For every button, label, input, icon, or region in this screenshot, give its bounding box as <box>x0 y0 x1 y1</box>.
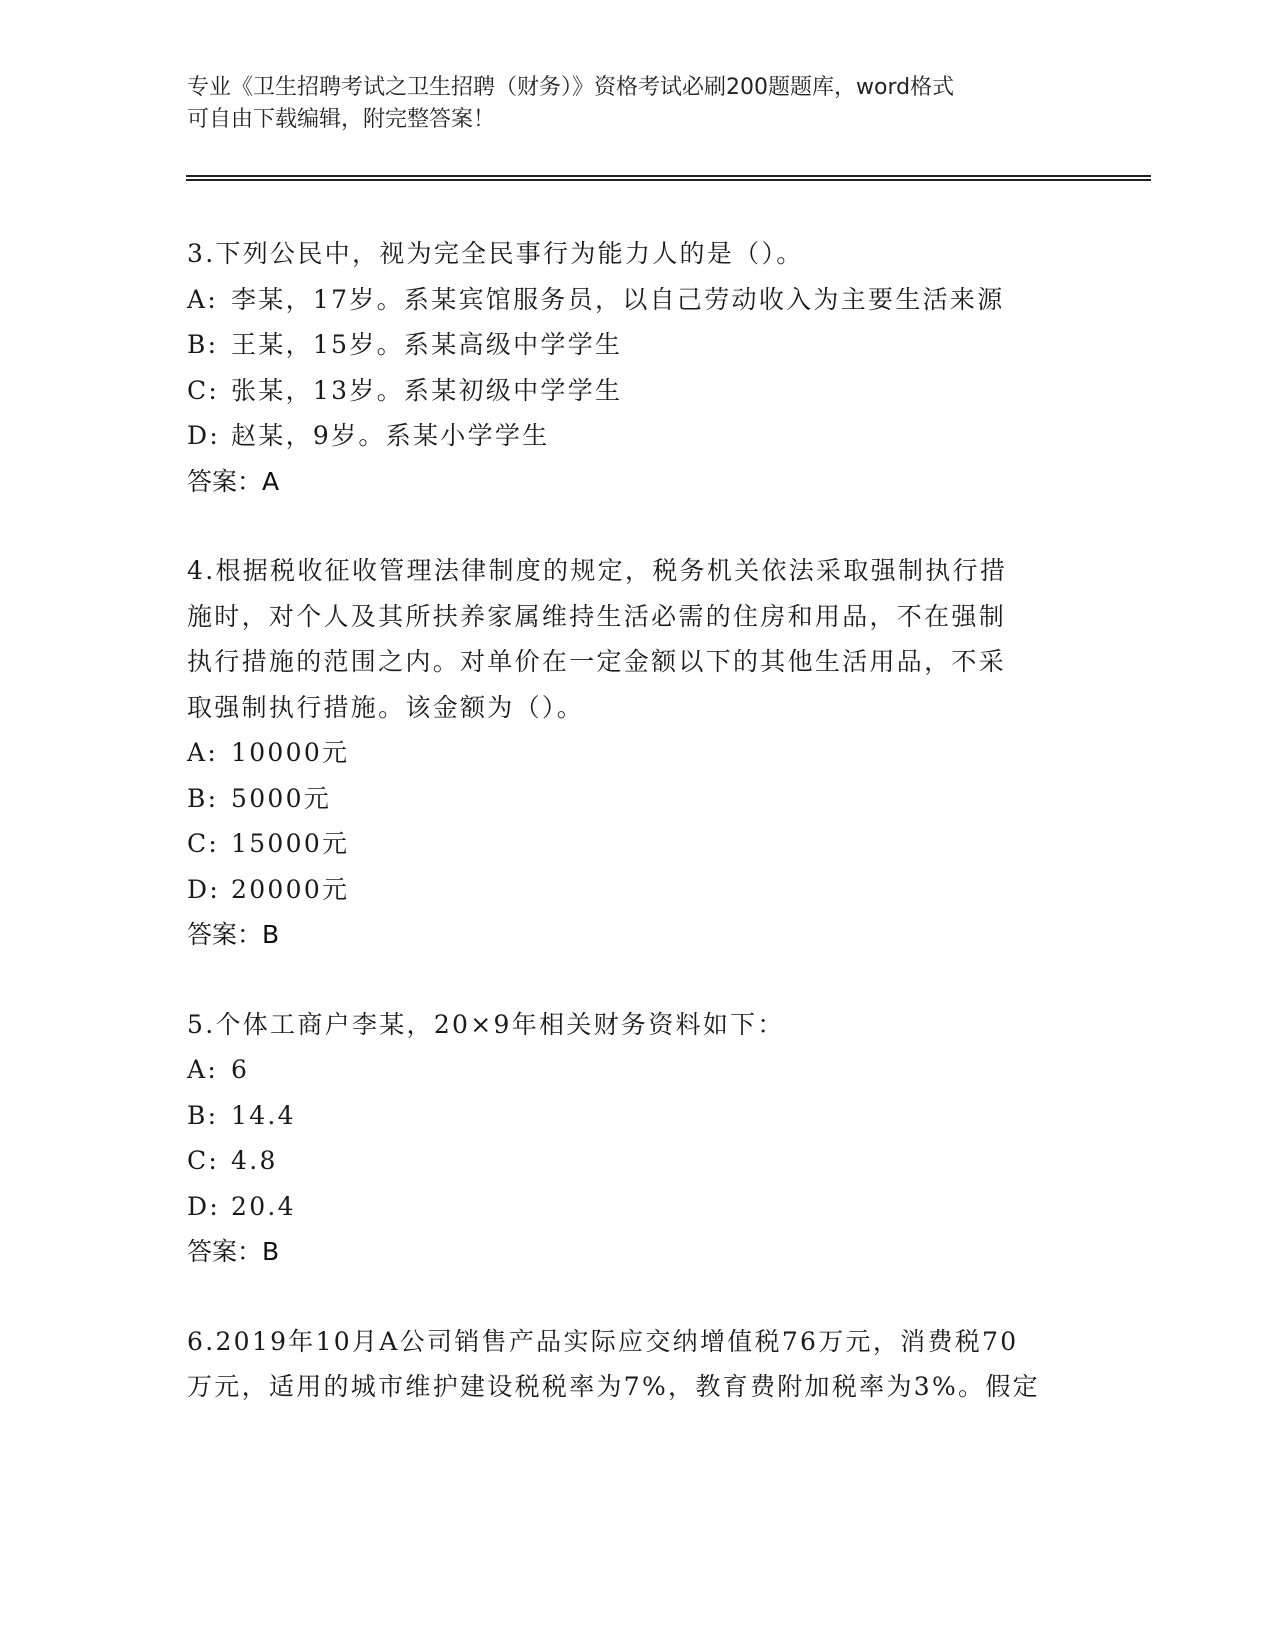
answer-line: 答案：A <box>187 466 280 496</box>
header-line-2: 可自由下载编辑，附完整答案！ <box>187 107 496 132</box>
option-letter: D: <box>187 421 221 450</box>
option-letter: A: <box>187 1055 219 1084</box>
option-text: 李某，17岁。系某宾馆服务员，以自己劳动收入为主要生活来源 <box>231 284 1005 314</box>
question-stem-line: 6.2019年10月A公司销售产品实际应交纳增值税76万元，消费税70 <box>187 1326 1019 1356</box>
answer-line: 答案：B <box>187 1237 280 1266</box>
option-c <box>187 368 1087 414</box>
option-b <box>187 1093 1087 1139</box>
option-letter: C: <box>187 829 220 858</box>
option-c <box>187 1138 1087 1184</box>
option-text: 20000元 <box>231 874 350 904</box>
question-6 <box>187 1319 1087 1410</box>
question-stem: 5.个体工商户李某，20×9年相关财务资料如下： <box>187 1009 785 1039</box>
header-line-1: 专业《卫生招聘考试之卫生招聘（财务）》资格考试必刷200题题库，word格式 <box>187 75 955 100</box>
question-stem-line: 取强制执行措施。该金额为（）。 <box>187 692 585 722</box>
option-letter: A: <box>187 284 219 314</box>
question-stem-line: 执行措施的范围之内。对单价在一定金额以下的其他生活用品，不采 <box>187 647 1007 676</box>
option-d <box>187 1184 1087 1230</box>
option-text: 王某，15岁。系某高级中学学生 <box>231 330 623 359</box>
option-letter: B: <box>187 783 219 813</box>
option-d <box>187 413 1087 459</box>
option-letter: C: <box>187 1146 220 1175</box>
option-c <box>187 821 1087 867</box>
question-3 <box>187 231 1087 504</box>
option-b <box>187 322 1087 368</box>
option-text: 张某，13岁。系某初级中学学生 <box>231 375 623 405</box>
option-letter: D: <box>187 1191 221 1221</box>
header-double-rule <box>186 175 1151 181</box>
question-list <box>187 231 1087 1454</box>
option-b <box>187 776 1087 822</box>
option-letter: D: <box>187 874 221 904</box>
option-text: 10000元 <box>231 738 350 767</box>
option-letter: B: <box>187 330 219 359</box>
question-stem-line: 施时，对个人及其所扶养家属维持生活必需的住房和用品，不在强制 <box>187 601 1007 631</box>
question-5 <box>187 1002 1087 1275</box>
option-d <box>187 867 1087 913</box>
option-text: 4.8 <box>231 1146 278 1175</box>
option-text: 15000元 <box>231 829 350 858</box>
option-a <box>187 1047 1087 1093</box>
option-letter: B: <box>187 1100 219 1130</box>
option-letter: C: <box>187 375 220 405</box>
option-text: 20.4 <box>231 1191 296 1221</box>
option-letter: A: <box>187 738 219 767</box>
option-text: 赵某，9岁。系某小学学生 <box>231 421 550 450</box>
option-a <box>187 277 1087 323</box>
question-stem-line: 4.根据税收征收管理法律制度的规定，税务机关依法采取强制执行措 <box>187 556 1008 585</box>
option-text: 14.4 <box>231 1100 296 1130</box>
question-stem-line: 万元，适用的城市维护建设税税率为7%，教育费附加税率为3%。假定 <box>187 1372 1040 1401</box>
option-a <box>187 730 1087 776</box>
option-text: 6 <box>231 1055 250 1084</box>
question-4 <box>187 548 1087 958</box>
document-header <box>187 72 1087 136</box>
answer-line: 答案：B <box>187 920 280 949</box>
question-stem: 3.下列公民中，视为完全民事行为能力人的是（）。 <box>187 239 804 268</box>
option-text: 5000元 <box>231 783 332 813</box>
